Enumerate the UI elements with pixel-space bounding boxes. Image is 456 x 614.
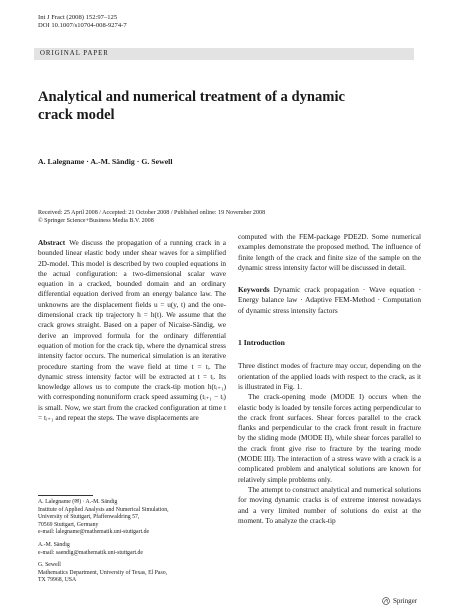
affiliation-line: G. Sewell [38,562,61,569]
affiliation-line: University of Stuttgart, Pfaffenwaldring 57, [38,514,140,521]
right-column [238,232,421,526]
affiliation-line: A. Lalegname (✉) · A.-M. Sändig [38,499,118,505]
abstract-text: We discuss the propagation of a running crack in a bounded linear elastic body under shear waves for a simplified 2D-model. This model is described by two coupled equations in the actual configuration: a two-dimensional scalar wave equation in a cracked, bounded domain and an ordinary differential equation derived from an energy balance law. The unknowns are the displacement fields u = u(y, t) and the one-dimensional crack tip trajectory h = h(t). We assume that the crack grows straight. Based on a paper of Nicaise-Sändig, we derive an improved formula for the ordinary differential equation of motion for the crack tip, where the dynamical stress intensity factor occurs. The numerical simulation is an iterative procedure starting from the wave field at time t = tᵢ. The dynamic stress intensity factor will be extracted at t = tᵢ. Its knowledge allows us to compute the crack-tip motion h(tᵢ₊₁) with corresponding nonuniform crack speed assuming (tᵢ₊₁ − tᵢ) is small. Now, we start from the cracked configuration at time t = tᵢ₊₁ and repeat the steps. The wave displacements are [38,238,226,423]
affiliation-2 [38,542,226,557]
publisher-name: Springer [393,597,418,605]
affiliation-email[interactable]: e-mail: lalegname@mathematik.uni-stuttgart.de [38,529,150,536]
introduction-heading: 1 Introduction [238,338,285,348]
keywords-text: Dynamic crack propagation · Wave equation · Energy balance law · Adaptive FEM-Method · Computation of dynamic stress intensity factors [238,285,421,315]
doi: DOI 10.1007/s10704-008-9274-7 [38,22,127,30]
abstract-continued: computed with the FEM-package PDE2D. Some numerical examples demonstrate the proposed method. The influence of finite length of the crack and finite size of the sample on the dynamic stress intensity factor will be discussed in detail. [238,232,421,272]
paper-title: Analytical and numerical treatment of a dynamic crack model [38,89,345,123]
springer-horse-logo-icon [382,597,390,605]
intro-paragraph-3: The attempt to construct analytical and numerical solutions for moving dynamic cracks is of extreme interest nowadays and a very limited number of solutions do exist at the moment. To analyze the crack-tip [238,484,421,525]
section-label: ORIGINAL PAPER [34,48,414,60]
dates-line: Received: 25 April 2008 / Accepted: 21 October 2008 / Published online: 19 November 2008 [38,210,266,216]
publication-dates [38,209,265,225]
affiliation-line: Institute of Applied Analysis and Numerical Simulation, [38,506,169,513]
copyright-line: © Springer Science+Business Media B.V. 2008 [38,218,154,225]
abstract-label: Abstract [38,238,66,247]
affiliations [38,495,226,585]
footnote-rule [38,495,93,496]
affiliation-email[interactable]: e-mail: saendig@mathematik.uni-stuttgart.de [38,549,143,556]
affiliation-line: TX 79968, USA [38,577,77,584]
keywords [238,285,421,316]
affiliation-line: A.-M. Sändig [38,541,70,548]
affiliation-line: 70569 Stuttgart, Germany [38,521,99,528]
abstract [38,238,226,423]
publisher-footer [382,597,417,605]
intro-paragraph-2: The crack-opening mode (MODE I) occurs when the elastic body is loaded by tensile forces acting perpendicular to the crack front surfaces. Shear forces parallel to the crack flanks and perpendicular to the crack front result in fracture by the sliding mode (MODE II), while shear forces parallel to the crack front give rise to fracture by the tearing mode (MODE III). The interaction of a stress wave with a crack is a complicated problem and analytical solutions are known for relatively simple problems only. [238,392,421,484]
journal-citation: Int J Fract (2008) 152:97–125 [38,14,118,21]
authors: A. Lalegname · A.-M. Sändig · G. Sewell [38,157,173,166]
affiliation-line: Mathematics Department, University of Texas, El Paso, [38,569,168,576]
left-column [38,238,226,423]
affiliation-1 [38,499,226,537]
journal-header [38,14,127,31]
keywords-label: Keywords [238,285,270,295]
intro-paragraph-1: Three distinct modes of fracture may occur, depending on the orientation of the applied loads with respect to the crack, as it is illustrated in Fig. 1. [238,361,421,391]
affiliation-3 [38,562,226,585]
